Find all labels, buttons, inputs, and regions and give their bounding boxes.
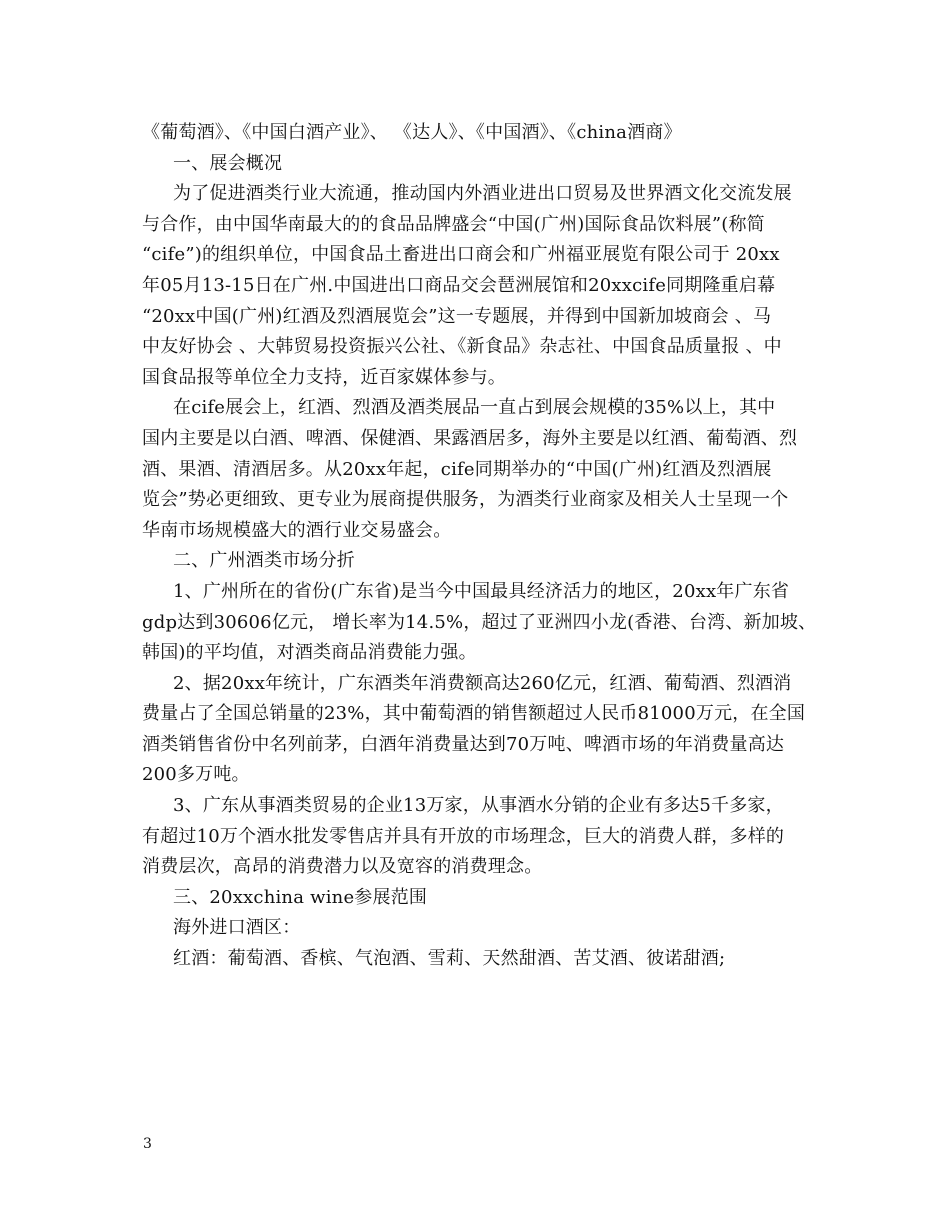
text-line: “20xx中国(广州)红酒及烈酒展览会”这一专题展，并得到中国新加坡商会 、马: [142, 305, 772, 327]
section-heading: 一、展会概况: [173, 152, 283, 174]
text-line: 览会”势必更细致、更专业为展商提供服务，为酒类行业商家及相关人士呈现一个: [142, 489, 789, 511]
text-line: 消费层次，高昂的消费潜力以及宽容的消费理念。: [142, 856, 543, 878]
text-line: 国内主要是以白酒、啤酒、保健酒、果露酒居多，海外主要是以红酒、葡萄酒、烈: [142, 427, 798, 449]
text-line: 中友好协会 、大韩贸易投资振兴公社、《新食品》杂志社、中国食品质量报 、中: [142, 336, 782, 358]
text-line: 与合作，由中国华南最大的的食品品牌盛会“中国(广州)国际食品饮料展”(称简: [142, 213, 765, 235]
text-line: gdp达到30606亿元， 增长率为14.5%，超过了亚洲四小龙(香港、台湾、新加坡、: [142, 611, 817, 633]
text-line: 2、据20xx年统计，广东酒类年消费额高达260亿元，红酒、葡萄酒、烈酒消: [173, 672, 792, 694]
text-line: 为了促进酒类行业大流通，推动国内外酒业进出口贸易及世界酒文化交流发展: [173, 183, 792, 205]
text-line: 3、广东从事酒类贸易的企业13万家，从事酒水分销的企业有多达5千多家，: [173, 795, 784, 817]
text-line: 年05月13-15日在广州.中国进出口商品交会琶洲展馆和20xxcife同期隆重启幕: [142, 274, 776, 296]
text-line: 红酒：葡萄酒、香槟、气泡酒、雪莉、天然甜酒、苦艾酒、彼诺甜酒;: [173, 948, 726, 970]
text-line: 韩国)的平均值，对酒类商品消费能力强。: [142, 642, 477, 664]
text-line: 国食品报等单位全力支持，近百家媒体参与。: [142, 366, 506, 388]
text-line: 200多万吨。: [142, 764, 250, 786]
text-line: 1、广州所在的省份(广东省)是当今中国最具经济活力的地区，20xx年广东省: [173, 580, 790, 602]
text-line: 在cife展会上，红酒、烈酒及酒类展品一直占到展会规模的35%以上，其中: [173, 397, 776, 419]
section-heading: 三、20xxchina wine参展范围: [173, 886, 428, 908]
text-line: 华南市场规模盛大的酒行业交易盛会。: [142, 519, 452, 541]
text-line: “cife”)的组织单位，中国食品土畜进出口商会和广州福亚展览有限公司于 20xx: [142, 244, 780, 266]
text-line: 酒、果酒、清酒居多。从20xx年起，cife同期举办的“中国(广州)红酒及烈酒展: [142, 458, 772, 480]
text-line: 酒类销售省份中名列前茅，白酒年消费量达到70万吨、啤酒市场的年消费量高达: [142, 733, 785, 755]
section-heading: 二、广州酒类市场分折: [173, 550, 355, 572]
text-line: 有超过10万个酒水批发零售店并具有开放的市场理念，巨大的消费人群，多样的: [142, 825, 785, 847]
text-line: 《葡萄酒》、《中国白酒产业》、 《达人》、《中国酒》、《china酒商》: [142, 122, 682, 143]
text-line: 费量占了全国总销量的23%，其中葡萄酒的销售额超过人民币81000万元，在全国: [142, 703, 806, 725]
body-text: [142, 118, 820, 975]
page-number: 3: [143, 1136, 152, 1152]
text-line: 海外进口酒区：: [173, 917, 301, 939]
